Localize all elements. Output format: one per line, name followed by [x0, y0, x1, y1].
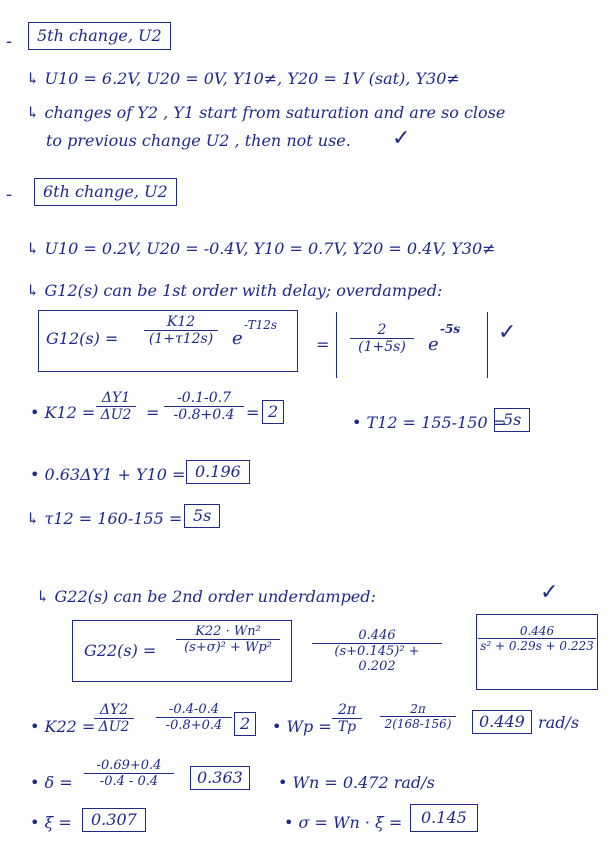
- delta-den: -0.4 - 0.4: [84, 773, 174, 789]
- delta-num: -0.69+0.4: [96, 758, 162, 773]
- y063-result: 0.196: [186, 460, 250, 484]
- g22-result-numerator: 0.446: [519, 624, 555, 638]
- k12-equals: =: [146, 403, 160, 422]
- check-mark-icon: ✓: [392, 126, 411, 151]
- g12-result-numerator: 2: [377, 322, 387, 338]
- delta-result: 0.363: [190, 766, 250, 790]
- k22-value-fraction: [156, 702, 232, 733]
- xi-result: 0.307: [82, 808, 146, 832]
- g12-result-fraction: [350, 322, 414, 355]
- g12-numerator: K12: [166, 314, 196, 330]
- g22-result-fraction: [478, 624, 596, 653]
- xi-lhs: • ξ =: [30, 813, 72, 832]
- g12-denominator: (1+τ12s): [144, 330, 218, 347]
- k12-delta-den: ΔU2: [96, 406, 136, 423]
- k22-value-den: -0.8+0.4: [156, 717, 232, 733]
- g22-mid-numerator: 0.446: [358, 628, 396, 643]
- g22-fraction: [176, 624, 280, 655]
- k12-value-den: -0.8+0.4: [164, 406, 244, 423]
- g12-exp-base: e: [232, 328, 243, 349]
- k12-value-fraction: [164, 390, 244, 423]
- tau12-result: 5s: [184, 504, 220, 528]
- g12-exp-sup: -T12s: [244, 318, 278, 332]
- g12-fraction: [144, 314, 218, 347]
- wp-value-fraction: [380, 702, 456, 731]
- k22-lhs: • K22 =: [30, 717, 96, 736]
- section5-dash: -: [6, 31, 13, 52]
- k12-equals-2: =: [246, 403, 260, 422]
- y063-line: • 0.63ΔY1 + Y10 =: [30, 465, 186, 484]
- g12-lhs: G12(s) =: [46, 329, 119, 348]
- k22-result: 2: [234, 712, 256, 736]
- wp-num: 2π: [337, 702, 357, 718]
- check-mark-icon: ✓: [540, 580, 559, 605]
- g22-mid-denominator: (s+0.145)² + 0.202: [312, 643, 442, 674]
- k12-lhs: • K12 =: [30, 403, 96, 422]
- k22-delta-fraction: [94, 702, 134, 735]
- section5-title: 5th change, U2: [28, 22, 171, 50]
- g12-equals: =: [316, 335, 330, 354]
- g22-denominator: (s+σ)² + Wp²: [176, 639, 280, 655]
- delta-lhs: • δ =: [30, 773, 73, 792]
- tau12-line: ↳ τ12 = 160-155 =: [26, 509, 183, 528]
- g22-lhs: G22(s) =: [84, 641, 157, 660]
- section5-line3: to previous change U2 , then not use.: [46, 131, 351, 150]
- k12-result: 2: [262, 400, 284, 424]
- check-mark-icon: ✓: [498, 320, 517, 345]
- g12-result-exp-sup: -5s: [440, 322, 461, 336]
- k22-delta-num: ΔY2: [99, 702, 129, 718]
- wp-den: Tp: [332, 718, 362, 735]
- section5-line1: ↳ U10 = 6.2V, U20 = 0V, Y10≠, Y20 = 1V (sat), Y30≠: [26, 69, 460, 88]
- section6-dash: -: [6, 184, 13, 205]
- section6-line1: ↳ U10 = 0.2V, U20 = -0.4V, Y10 = 0.7V, Y20 = 0.4V, Y30≠: [26, 239, 496, 258]
- t12-result: 5s: [494, 408, 530, 432]
- g22-intro: ↳ G22(s) can be 2nd order underdamped:: [36, 587, 376, 606]
- wn-line: • Wn = 0.472 rad/s: [278, 773, 435, 792]
- wp-value-den: 2(168-156): [380, 716, 456, 731]
- t12-line: • T12 = 155-150 =: [352, 413, 507, 432]
- k12-delta-num: ΔY1: [101, 390, 131, 406]
- k12-delta-fraction: [96, 390, 136, 423]
- wp-lhs: • Wp =: [272, 717, 332, 736]
- g22-mid-fraction: [312, 628, 442, 674]
- k22-delta-den: ΔU2: [94, 718, 134, 735]
- sigma-line: • σ = Wn · ξ =: [284, 813, 403, 832]
- section6-title: 6th change, U2: [34, 178, 177, 206]
- g12-result-exp-base: e: [428, 334, 439, 355]
- wp-result: 0.449: [472, 710, 532, 734]
- section6-line2: ↳ G12(s) can be 1st order with delay; overdamped:: [26, 281, 443, 300]
- g12-result-denominator: (1+5s): [350, 338, 414, 355]
- k12-value-num: -0.1-0.7: [177, 390, 231, 406]
- g22-numerator: K22 · Wn²: [195, 624, 261, 639]
- sigma-result: 0.145: [410, 804, 478, 832]
- wp-unit: rad/s: [538, 713, 580, 732]
- wp-value-num: 2π: [410, 702, 426, 716]
- section5-line2: ↳ changes of Y2 , Y1 start from saturation and are so close: [26, 103, 506, 122]
- k22-value-num: -0.4-0.4: [168, 702, 220, 717]
- wp-fraction: [332, 702, 362, 735]
- delta-fraction: [84, 758, 174, 789]
- g22-result-denominator: s² + 0.29s + 0.223: [478, 638, 596, 653]
